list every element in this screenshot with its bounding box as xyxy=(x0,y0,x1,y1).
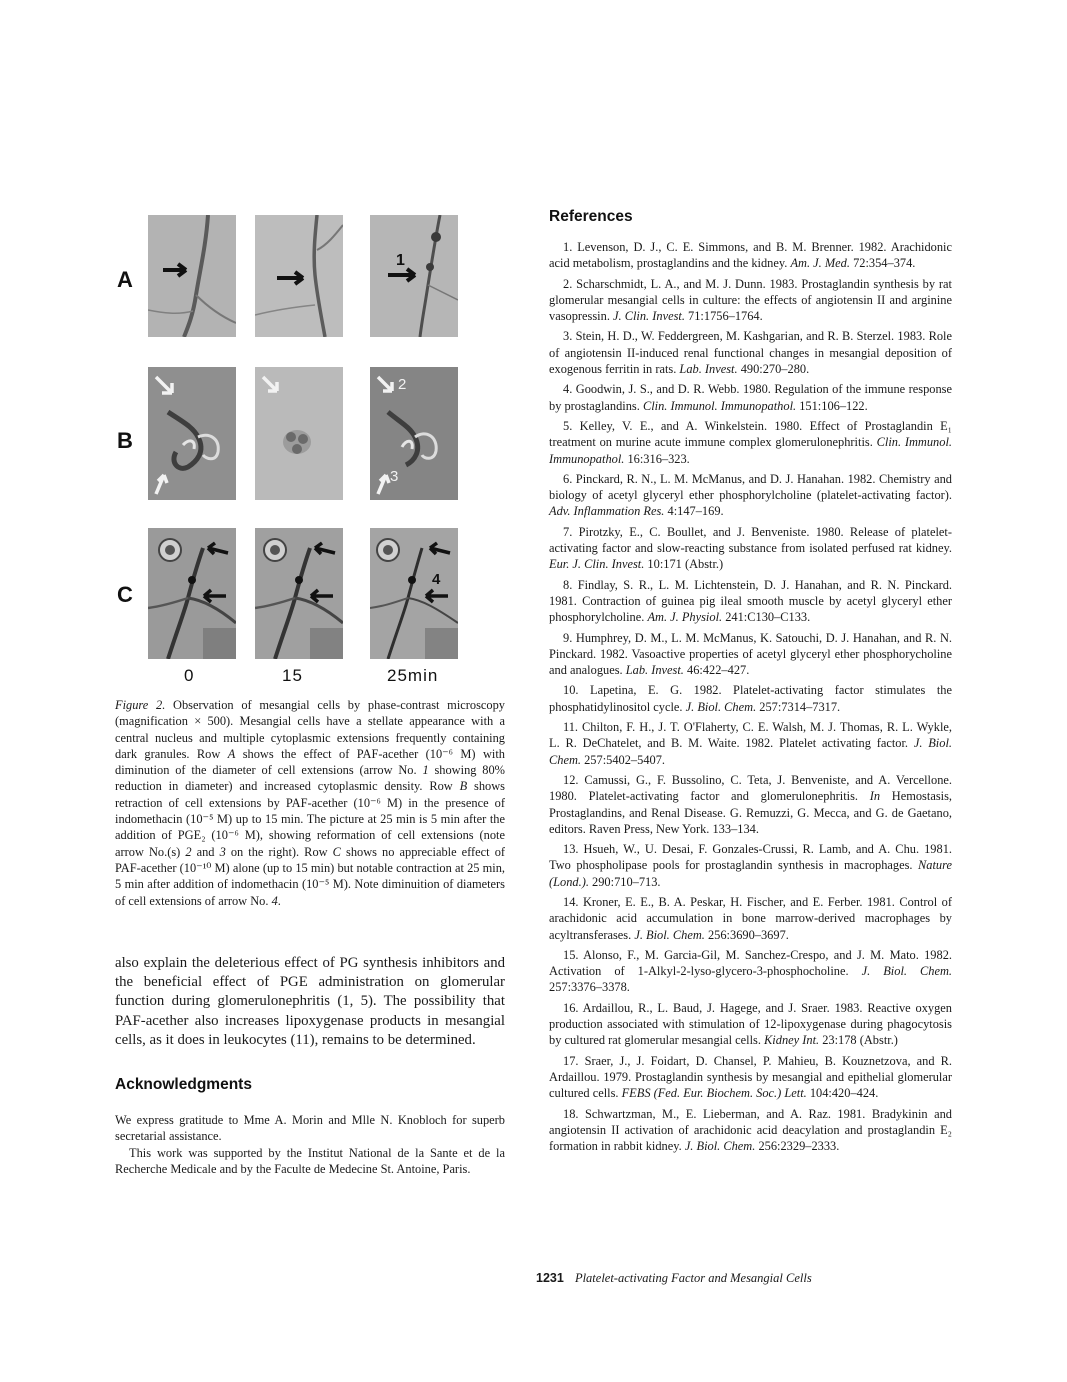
text-run: 10. Lapetina, E. G. 1982. Platelet-activating factor stimulates the phosphatidylinositol cycle. xyxy=(549,683,952,714)
text-run: Observation of mesangial cells by phase-contrast microscopy (magnification × 500). Mesangial cells have a stellate appearance with a central nucleus and multiple cytoplasmic extensions frequently containing dark granules. Row xyxy=(115,698,505,761)
italic-run: A xyxy=(227,746,236,761)
italic-run: In xyxy=(869,789,881,804)
text-run: 13. Hsueh, W., U. Desai, F. Gonzales-Crussi, R. Lamb, and A. Chu. 1981. Two phospholipase pools for prostaglandin synthesis in macrophages. xyxy=(549,842,952,873)
text-run: 256:3690–3697. xyxy=(704,927,789,942)
text-run: 23:178 (Abstr.) xyxy=(819,1033,898,1048)
text-run: 7. Pirotzky, E., C. Boullet, and J. Benveniste. 1980. Release of platelet-activating factor and slow-reacting substance from isolated perfused rat kidney. xyxy=(549,524,952,556)
row-label-b: B xyxy=(117,428,133,453)
italic-run: Kidney Int. xyxy=(764,1033,820,1048)
reference-item xyxy=(549,418,952,467)
italic-run: 1 xyxy=(422,763,429,778)
italic-run: J. Biol. Chem. xyxy=(634,927,705,942)
text-run: showing 80% reduction in diameter) and increased cytoplasmic density. Row xyxy=(115,763,506,794)
italic-run: J. Biol. Chem. xyxy=(549,736,952,767)
references-heading: References xyxy=(549,208,633,225)
text-run: 4. Goodwin, J. S., and D. R. Webb. 1980. Regulation of the immune response by prostaglandins. xyxy=(549,382,952,413)
micrograph-c-25 xyxy=(370,528,458,659)
text-run: 11. Chilton, F. H., J. T. O'Flaherty, C. E. Walsh, M. J. Thomas, R. L. Wykle, L. R. DeChatelet, and B. M. Waite. 1982. Platelet activating factor. xyxy=(549,720,952,751)
figure-caption xyxy=(115,697,505,909)
reference-item xyxy=(549,1000,952,1049)
micrograph-c-15 xyxy=(255,528,343,659)
text-run: 104:420–424. xyxy=(806,1086,879,1101)
text-run: on the right). Row xyxy=(225,844,333,859)
text-run: 17. Sraer, J., J. Foidart, D. Chansel, P. Mahieu, B. Kouznetzova, and R. Ardaillou. 1979. Prostaglandin synthesis by mesangial and epithelial glomerular cultured cells. xyxy=(549,1053,952,1101)
marker-2: 2 xyxy=(398,376,407,393)
figure-caption-text xyxy=(115,697,505,909)
text-run: 257:3376–3378. xyxy=(549,980,630,995)
italic-run: Nature (Lond.). xyxy=(549,858,952,889)
reference-item xyxy=(549,1106,952,1155)
text-run: 9. Humphrey, D. M., L. M. McManus, K. Satouchi, D. J. Hanahan, and R. N. Pinckard. 1982. Vasoactive properties of acetyl glyceryl ether phosphorycholine and analogues. xyxy=(549,630,952,678)
reference-item xyxy=(549,1053,952,1102)
text-run: 1. Levenson, D. J., C. E. Simmons, and B. M. Brenner. 1982. Arachidonic acid metabolism, prostaglandins and the kidney. xyxy=(549,240,952,271)
text-run: 16. Ardaillou, R., L. Baud, J. Hagege, and J. Sraer. 1983. Reactive oxygen production associated with stimulation of 12-lipoxygenase during phagocytosis by cultured rat glomerular mesangial cells. xyxy=(549,1000,952,1048)
reference-item xyxy=(549,894,952,943)
micrograph-a-15 xyxy=(255,215,343,337)
text-run: shows the effect of PAF-acether (10⁻⁶ M) with diminution of the diameter of cell extensions (arrow No. xyxy=(115,746,505,778)
italic-run: J. Biol. Chem. xyxy=(685,699,757,714)
reference-item xyxy=(549,682,952,715)
text-run: Hemostasis, Prostaglandins, and Renal Disease. G. Remuzzi, G. Mecca, and G. de Gaetano, editors. Raven Press, New York. 133–134. xyxy=(549,789,952,836)
acknowledgments-paragraph: We express gratitude to Mme A. Morin and Mlle N. Knobloch for superb secretarial assistance. xyxy=(115,1113,505,1144)
micrograph-c-0 xyxy=(148,528,236,659)
text-run: 6. Pinckard, R. N., L. M. McManus, and D. J. Hanahan. 1982. Chemistry and biology of acetyl glyceryl ether phosphorylcholine (platelet-activating factor). xyxy=(549,471,952,503)
text-run: shows no appreciable effect of PAF-acether (10⁻¹⁰ M) alone (up to 15 min) but notable contraction at 25 min, 5 min after addition of indomethacin (10⁻⁵ M). Note diminuition of diameters of cell extensions of arrow No. xyxy=(115,844,506,908)
text-run: 3. Stein, H. D., W. Feddergreen, M. Kashgarian, and R. B. Sterzel. 1983. Role of angiotensin II-induced renal functional changes in mesangial deposition of exogenous ferritin in rats. xyxy=(549,329,952,377)
text-run: 490:270–280. xyxy=(737,362,810,377)
micrograph-a-25 xyxy=(370,215,458,337)
text-run: 16:316–323. xyxy=(624,451,690,466)
italic-run: 4 xyxy=(271,893,278,908)
text-run: 15. Alonso, F., M. Garcia-Gil, M. Sanchez-Crespo, and J. M. Mato. 1982. Activation of 1-Alkyl-2-lyso-glycero-3-phosphocholine. xyxy=(549,947,952,979)
text-run: 72:354–374. xyxy=(849,256,916,271)
reference-item xyxy=(549,947,952,996)
acknowledgments-section xyxy=(115,1112,505,1177)
row-label-a: A xyxy=(117,267,133,292)
micrograph-b-0 xyxy=(148,367,236,500)
acknowledgments-heading: Acknowledgments xyxy=(115,1076,252,1093)
text-run: 10:171 (Abstr.) xyxy=(644,557,724,572)
reference-item xyxy=(549,381,952,414)
micrograph-a-0 xyxy=(148,215,236,337)
column-label-15: 15 xyxy=(282,666,303,685)
text-run: 8. Findlay, S. R., L. M. Lichtenstein, D. J. Hanahan, and R. N. Pinckard. 1981. Contraction of guinea pig ileal smooth muscle by acetyl glyceryl ether phosphorylcholine. xyxy=(549,577,952,625)
text-run: shows retraction of cell extensions by PAF-acether (10⁻⁶ M) in the presence of indomethacin (10⁻⁵ M) up to 15 min. The picture at 25 min is 5 min after the addition of PGE₂ (10⁻⁶ M), showing reformation of cell extensions (note arrow No.(s) xyxy=(115,779,505,859)
reference-item xyxy=(549,524,952,573)
italic-run: B xyxy=(459,779,468,794)
italic-run: Clin. Immunol. Immunopathol. xyxy=(549,435,952,466)
column-label-0: 0 xyxy=(184,666,195,685)
italic-run: J. Clin. Invest. xyxy=(613,309,685,324)
reference-item xyxy=(549,328,952,377)
text-run: 18. Schwartzman, M., E. Lieberman, and A. Raz. 1981. Bradykinin and angiotensin II activation of arachidonic acid deacylation and prostaglandin E₂ formation in rabbit kidney. xyxy=(549,1106,952,1154)
italic-run: C xyxy=(332,844,341,859)
reference-item xyxy=(549,772,952,837)
page-footer xyxy=(536,1271,812,1286)
text-run: 151:106–122. xyxy=(796,398,868,413)
marker-4: 4 xyxy=(432,571,441,588)
micrograph-b-15 xyxy=(255,367,343,500)
italic-run: Lab. Invest. xyxy=(679,362,738,377)
row-label-c: C xyxy=(117,582,133,607)
text-run: 71:1756–1764. xyxy=(684,309,763,324)
text-run: 14. Kroner, E. E., B. A. Peskar, H. Fischer, and E. Ferber. 1981. Control of arachidonic acid accumulation in bone marrow-derived macrophages by acyltransferases. xyxy=(549,894,952,942)
reference-item xyxy=(549,719,952,768)
reference-item xyxy=(549,577,952,626)
text-run: 12. Camussi, G., F. Bussolino, C. Teta, J. Benveniste, and A. Vercellone. 1980. Platelet-activating factor and glomerulonephritis. xyxy=(549,772,952,804)
reference-item xyxy=(549,630,952,679)
text-run: 241:C130–C133. xyxy=(722,610,811,625)
text-run: and xyxy=(191,844,220,859)
marker-1: 1 xyxy=(396,252,405,269)
italic-run: Figure 2. xyxy=(115,698,166,712)
italic-run: Lab. Invest. xyxy=(625,663,684,678)
text-run: 46:422–427. xyxy=(683,663,750,678)
italic-run: 2 xyxy=(185,844,192,859)
body-paragraph xyxy=(115,954,505,1050)
running-title: Platelet-activating Factor and Mesangial Cells xyxy=(574,1271,812,1285)
text-run: 256:2329–2333. xyxy=(755,1139,840,1154)
column-label-25min: 25min xyxy=(387,666,439,685)
italic-run: Clin. Immunol. Immunopathol. xyxy=(642,398,797,413)
italic-run: Am. J. Med. xyxy=(790,256,850,271)
italic-run: Am. J. Physiol. xyxy=(647,610,723,625)
reference-item xyxy=(549,841,952,890)
italic-run: J. Biol. Chem. xyxy=(861,964,953,979)
reference-item xyxy=(549,276,952,325)
reference-item xyxy=(549,239,952,272)
references-list xyxy=(549,239,952,1158)
italic-run: Eur. J. Clin. Invest. xyxy=(549,557,645,572)
micrograph-b-25 xyxy=(370,367,458,500)
italic-run: Adv. Inflammation Res. xyxy=(549,504,665,519)
body-paragraph-text: also explain the deleterious effect of PG synthesis inhibitors and the beneficial effect of PGE administration on glomerular function during glomerulonephritis (1, 5). The possibility that PAF-acether also increases lipoxygenase products in mesangial cells, as it does in leukocytes (11), remains to be determined. xyxy=(115,955,505,1048)
page-number: 1231 xyxy=(536,1271,564,1285)
marker-3: 3 xyxy=(390,468,399,485)
italic-run: FEBS (Fed. Eur. Biochem. Soc.) Lett. xyxy=(621,1086,807,1101)
text-run: 290:710–713. xyxy=(588,874,661,889)
text-run: 2. Scharschmidt, L. A., and M. J. Dunn. 1983. Prostaglandin synthesis by rat glomerular mesangial cells in culture: the effects of angiotensin II and arginine vasopressin. xyxy=(549,276,952,324)
text-run: 257:7314–7317. xyxy=(756,699,841,714)
italic-run: J. Biol. Chem. xyxy=(684,1139,756,1154)
text-run: 4:147–169. xyxy=(664,504,724,519)
text-run: 5. Kelley, V. E., and A. Winkelstein. 1980. Effect of Prostaglandin E₁ treatment on murine acute immune complex glomerulonephritis. xyxy=(549,418,952,450)
text-run: . xyxy=(277,893,281,908)
acknowledgments-paragraph: This work was supported by the Institut National de la Sante et de la Recherche Medicale and by the Faculte de Medecine St. Antoine, Paris. xyxy=(115,1145,505,1176)
reference-item xyxy=(549,471,952,520)
text-run: 257:5402–5407. xyxy=(581,752,665,767)
italic-run: 3 xyxy=(219,844,226,859)
